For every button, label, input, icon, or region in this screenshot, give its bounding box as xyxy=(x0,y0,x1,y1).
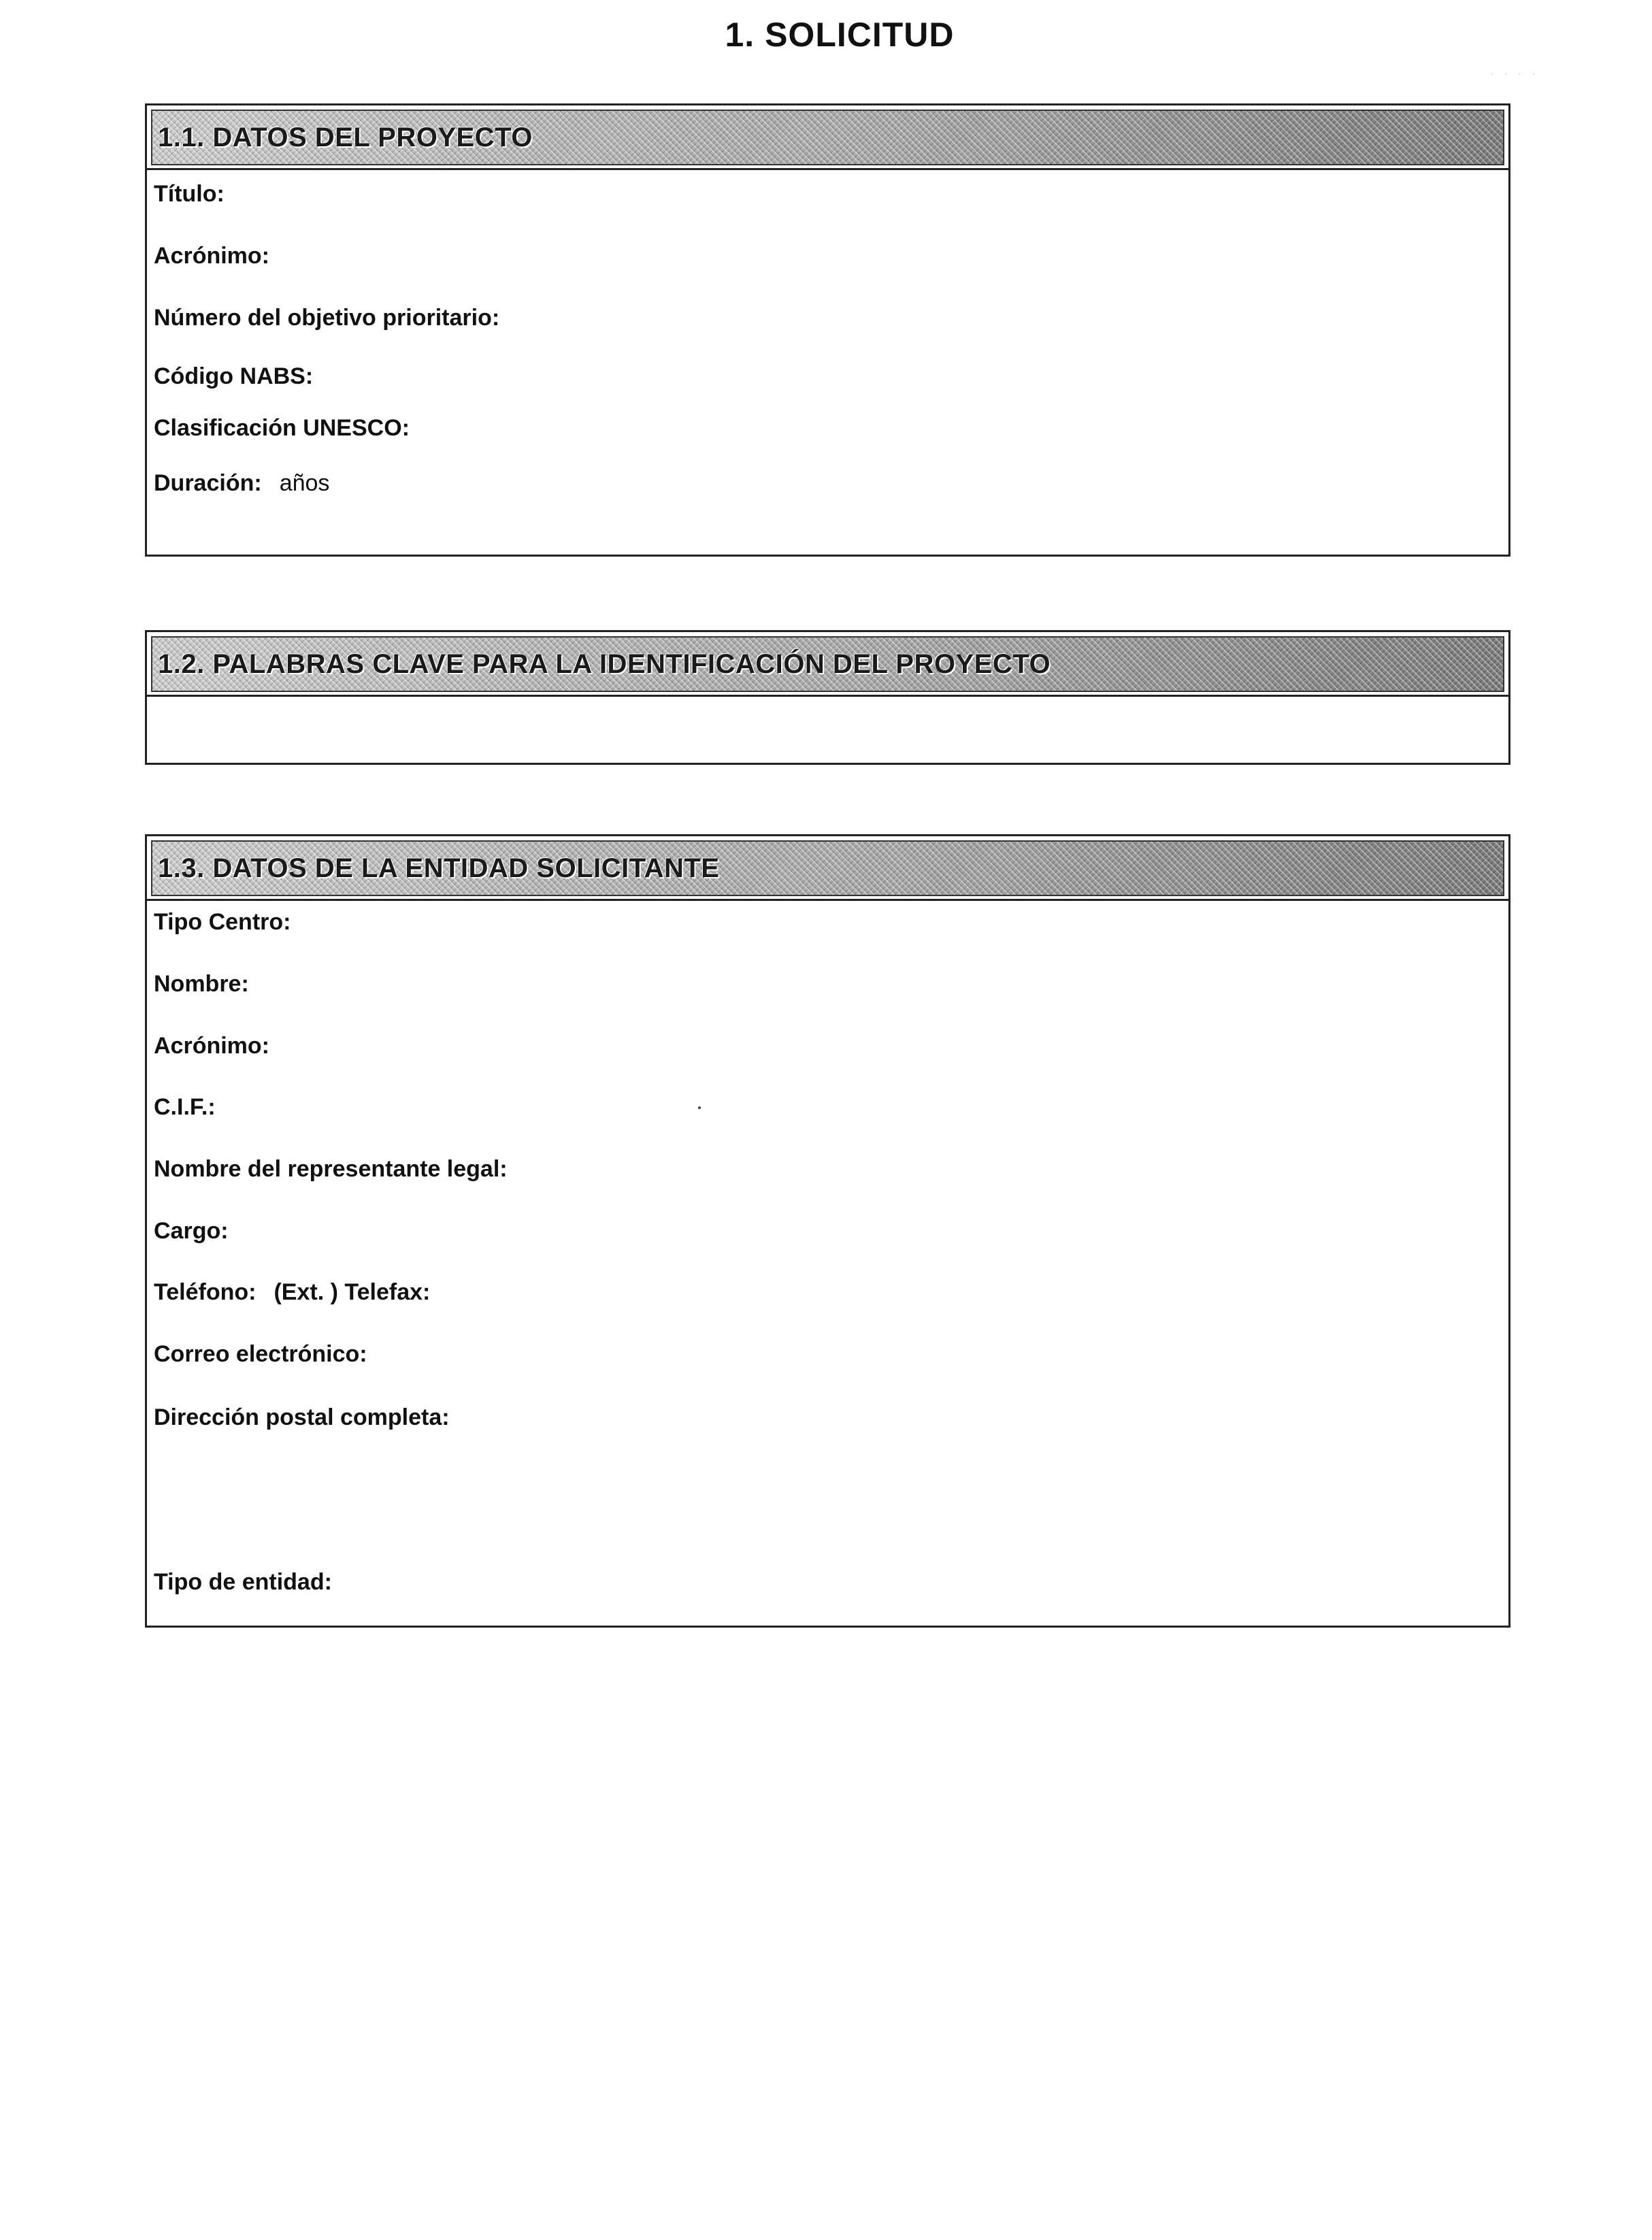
field-correo-electronico[interactable] xyxy=(154,1341,367,1368)
field-objetivo-prioritario-label: Número del objetivo prioritario: xyxy=(154,305,500,331)
field-correo-electronico-label: Correo electrónico: xyxy=(154,1341,367,1367)
field-cif[interactable] xyxy=(154,1094,216,1121)
field-representante-legal-label: Nombre del representante legal: xyxy=(154,1156,508,1182)
field-titulo-label: Título: xyxy=(154,181,225,207)
scan-speck xyxy=(698,1106,701,1109)
section-keywords-title: 1.2. PALABRAS CLAVE PARA LA IDENTIFICACIÓN DEL PROYECTO xyxy=(158,648,1051,679)
field-clasificacion-unesco[interactable] xyxy=(154,415,410,442)
field-acronimo-entidad-label: Acrónimo: xyxy=(154,1033,269,1059)
page-title: 1. SOLICITUD xyxy=(725,16,955,54)
header-divider xyxy=(147,899,1508,901)
header-divider xyxy=(147,168,1508,170)
field-acronimo[interactable] xyxy=(154,243,269,269)
section-project-data xyxy=(145,103,1510,557)
field-representante-legal[interactable] xyxy=(154,1156,508,1183)
section-keywords-header xyxy=(151,636,1504,692)
field-tipo-centro[interactable] xyxy=(154,909,291,936)
field-cif-label: C.I.F.: xyxy=(154,1094,216,1120)
field-nombre[interactable] xyxy=(154,971,249,998)
field-duracion-unit: años xyxy=(279,470,330,496)
field-objetivo-prioritario[interactable] xyxy=(154,305,499,331)
field-acronimo-label: Acrónimo: xyxy=(154,243,269,269)
field-duracion[interactable] xyxy=(154,470,329,497)
scan-artifact: · · · · xyxy=(1490,68,1540,79)
field-titulo[interactable] xyxy=(154,181,225,208)
field-telefono[interactable] xyxy=(154,1279,430,1306)
field-telefono-ext-telefax: (Ext. ) Telefax: xyxy=(274,1279,431,1305)
field-direccion-postal[interactable] xyxy=(154,1404,450,1431)
section-entity-data xyxy=(145,834,1510,1628)
field-telefono-label: Teléfono: xyxy=(154,1279,257,1305)
section-entity-data-header xyxy=(151,840,1504,896)
field-duracion-label: Duración: xyxy=(154,470,262,496)
field-direccion-postal-label: Dirección postal completa: xyxy=(154,1404,450,1430)
section-project-data-header xyxy=(151,110,1504,165)
field-codigo-nabs-label: Código NABS: xyxy=(154,363,314,389)
section-entity-data-title: 1.3. DATOS DE LA ENTIDAD SOLICITANTE xyxy=(158,853,720,883)
field-cargo-label: Cargo: xyxy=(154,1218,229,1244)
section-project-data-title: 1.1. DATOS DEL PROYECTO xyxy=(158,122,533,152)
field-tipo-entidad[interactable] xyxy=(154,1569,332,1596)
field-tipo-entidad-label: Tipo de entidad: xyxy=(154,1569,332,1595)
field-nombre-label: Nombre: xyxy=(154,971,249,997)
field-clasificacion-unesco-label: Clasificación UNESCO: xyxy=(154,415,410,441)
section-keywords-body[interactable] xyxy=(147,697,1508,758)
field-tipo-centro-label: Tipo Centro: xyxy=(154,909,291,935)
field-acronimo-entidad[interactable] xyxy=(154,1033,269,1059)
section-keywords xyxy=(145,630,1510,765)
field-codigo-nabs[interactable] xyxy=(154,363,313,390)
field-cargo[interactable] xyxy=(154,1218,229,1245)
